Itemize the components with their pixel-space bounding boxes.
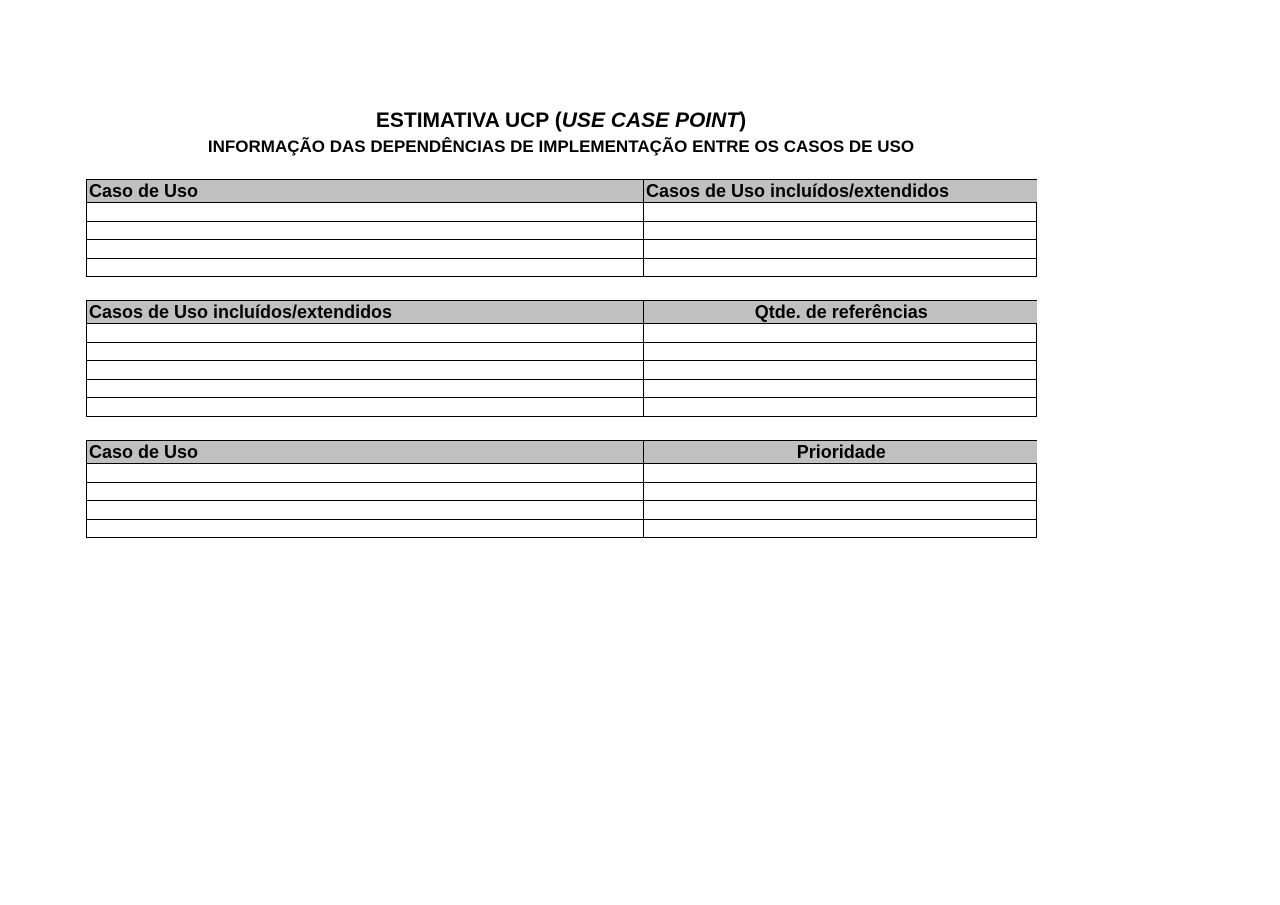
column-header-reference-count: Qtde. de referências [644, 301, 1037, 324]
title-prefix: ESTIMATIVA UCP ( [375, 109, 562, 132]
table-cell[interactable] [644, 464, 1037, 483]
column-header-included-use-cases: Casos de Uso incluídos/extendidos [87, 301, 644, 324]
references-table [86, 300, 1037, 417]
table-row [87, 203, 1037, 222]
table-cell[interactable] [644, 379, 1037, 398]
table-cell[interactable] [644, 342, 1037, 361]
table-header-row [87, 180, 1037, 203]
table-row [87, 482, 1037, 501]
column-header-priority: Prioridade [644, 441, 1037, 464]
table-row [87, 258, 1037, 277]
table-row [87, 501, 1037, 520]
table-cell[interactable] [644, 258, 1037, 277]
table-row [87, 464, 1037, 483]
title-suffix: ) [739, 109, 747, 132]
title-italic: USE CASE POINT [561, 109, 740, 132]
column-header-use-case: Caso de Uso [87, 441, 644, 464]
table-row [87, 324, 1037, 343]
table-cell[interactable] [87, 398, 644, 417]
table-cell[interactable] [87, 519, 644, 538]
page-subtitle: INFORMAÇÃO DAS DEPENDÊNCIAS DE IMPLEMENTAÇÃO ENTRE OS CASOS DE USO [207, 137, 915, 156]
table-row [87, 519, 1037, 538]
column-header-included-use-cases: Casos de Uso incluídos/extendidos [644, 180, 1037, 203]
table-cell[interactable] [644, 398, 1037, 417]
table-header-row [87, 301, 1037, 324]
table-cell[interactable] [87, 240, 644, 259]
table-row [87, 398, 1037, 417]
table-cell[interactable] [644, 203, 1037, 222]
table-cell[interactable] [87, 501, 644, 520]
priority-table [86, 440, 1037, 538]
table-cell[interactable] [87, 258, 644, 277]
table-row [87, 379, 1037, 398]
table-cell[interactable] [644, 361, 1037, 380]
dependencies-table [86, 179, 1037, 277]
table-row [87, 221, 1037, 240]
table-cell[interactable] [87, 379, 644, 398]
table-cell[interactable] [644, 324, 1037, 343]
table-cell[interactable] [87, 203, 644, 222]
table-cell[interactable] [644, 501, 1037, 520]
column-header-use-case: Caso de Uso [87, 180, 644, 203]
table-cell[interactable] [87, 324, 644, 343]
table-cell[interactable] [87, 361, 644, 380]
table-cell[interactable] [644, 482, 1037, 501]
table-cell[interactable] [87, 464, 644, 483]
table-row [87, 342, 1037, 361]
table-cell[interactable] [644, 221, 1037, 240]
page-title [0, 108, 1122, 134]
table-cell[interactable] [87, 482, 644, 501]
table-header-row [87, 441, 1037, 464]
table-row [87, 240, 1037, 259]
table-cell[interactable] [644, 519, 1037, 538]
table-cell[interactable] [87, 342, 644, 361]
table-row [87, 361, 1037, 380]
table-cell[interactable] [644, 240, 1037, 259]
table-cell[interactable] [87, 221, 644, 240]
